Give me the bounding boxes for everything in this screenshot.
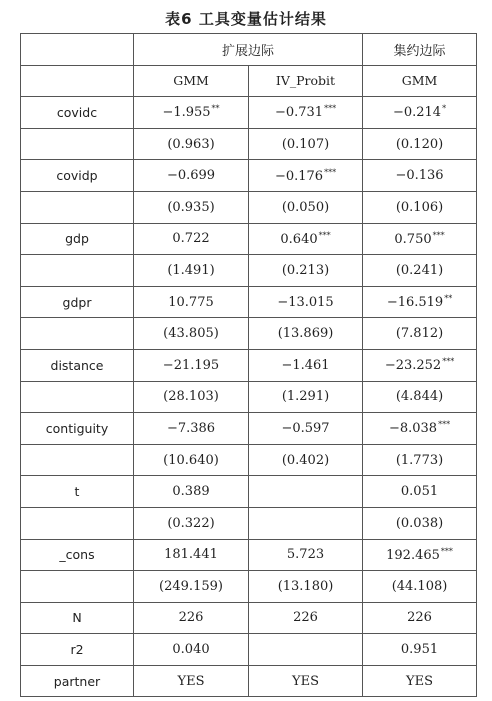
table-cell <box>249 665 363 697</box>
table-cell <box>134 286 249 318</box>
group-header-row <box>21 34 477 66</box>
table-cell <box>249 444 363 476</box>
row-label <box>21 191 134 223</box>
table-cell <box>249 128 363 160</box>
row-label: r2 <box>21 634 134 666</box>
table-cell <box>134 571 249 603</box>
cell-value: −1.955 <box>162 105 211 121</box>
cell-value: 0.951 <box>400 642 439 658</box>
cell-value: YES <box>292 673 319 689</box>
table-cell <box>134 476 249 508</box>
cell-value: (249.159) <box>159 578 223 594</box>
column-header-gmm-extensive: GMM <box>134 65 249 97</box>
table-row <box>21 191 477 223</box>
significance-stars: * <box>442 104 447 114</box>
table-cell <box>249 602 363 634</box>
row-label: t <box>21 476 134 508</box>
column-header-row <box>21 65 477 97</box>
significance-stars: *** <box>432 230 445 240</box>
cell-value: 5.723 <box>286 547 325 563</box>
table-row <box>21 476 477 508</box>
row-label: gdpr <box>21 286 134 318</box>
group-header-intensive-margin: 集约边际 <box>363 34 477 66</box>
table-cell <box>249 191 363 223</box>
table-cell <box>249 160 363 192</box>
significance-stars: *** <box>440 546 453 556</box>
table-cell <box>363 318 477 350</box>
significance-stars: *** <box>438 420 451 430</box>
cell-value: 0.722 <box>172 231 210 247</box>
table-cell <box>363 507 477 539</box>
cell-value: −1.461 <box>281 357 330 373</box>
estimation-table <box>20 33 477 697</box>
row-label: covidp <box>21 160 134 192</box>
significance-stars: *** <box>442 357 455 367</box>
table-cell <box>363 160 477 192</box>
cell-value: (4.844) <box>395 389 444 405</box>
cell-value: 226 <box>407 610 432 626</box>
table-cell <box>134 634 249 666</box>
row-label: partner <box>21 665 134 697</box>
table-cell <box>363 602 477 634</box>
cell-value: (1.773) <box>395 452 444 468</box>
significance-stars: ** <box>211 104 220 114</box>
cell-value: (1.491) <box>167 262 215 278</box>
cell-value: (0.935) <box>167 199 215 215</box>
table-cell <box>134 349 249 381</box>
table-cell <box>249 97 363 129</box>
table-cell <box>134 191 249 223</box>
table-row <box>21 444 477 476</box>
table-row <box>21 160 477 192</box>
table-cell <box>134 255 249 287</box>
table-cell <box>134 507 249 539</box>
table-cell <box>363 128 477 160</box>
row-label <box>21 318 134 350</box>
row-label <box>21 444 134 476</box>
table-cell <box>249 571 363 603</box>
cell-value: −16.519 <box>386 295 444 311</box>
significance-stars: *** <box>324 104 337 114</box>
table-cell <box>249 539 363 571</box>
row-label <box>21 381 134 413</box>
cell-value: (0.322) <box>167 515 215 531</box>
table-cell <box>134 381 249 413</box>
cell-value: (7.812) <box>395 326 444 342</box>
table-cell <box>363 97 477 129</box>
cell-value: (44.108) <box>391 578 448 594</box>
cell-value: YES <box>406 673 433 689</box>
cell-value: (0.402) <box>281 452 330 468</box>
row-label: N <box>21 602 134 634</box>
cell-value: (13.180) <box>277 578 334 594</box>
table-cell <box>363 539 477 571</box>
table-row <box>21 223 477 255</box>
cell-value: (13.869) <box>277 326 334 342</box>
table-cell <box>363 223 477 255</box>
table-cell <box>134 97 249 129</box>
cell-value: −0.214 <box>392 105 442 121</box>
cell-value: −8.038 <box>388 421 438 437</box>
significance-stars: *** <box>324 167 337 177</box>
cell-value: 0.640 <box>280 231 318 247</box>
table-cell <box>134 413 249 445</box>
table-row <box>21 507 477 539</box>
table-cell <box>363 286 477 318</box>
table-row <box>21 286 477 318</box>
table-cell <box>249 381 363 413</box>
table-cell <box>249 634 363 666</box>
table-row <box>21 571 477 603</box>
cell-value: 181.441 <box>164 547 218 563</box>
table-cell <box>249 255 363 287</box>
table-cell <box>363 381 477 413</box>
table-cell <box>134 444 249 476</box>
cell-value: 0.750 <box>394 231 432 247</box>
cell-value: −23.252 <box>384 358 442 374</box>
cell-value: −0.136 <box>395 168 444 184</box>
cell-value: −0.176 <box>274 168 324 184</box>
cell-value: −7.386 <box>166 420 216 436</box>
cell-value: 10.775 <box>168 294 214 310</box>
row-label: covidc <box>21 97 134 129</box>
cell-value: −0.597 <box>281 420 330 436</box>
table-cell <box>249 476 363 508</box>
cell-value: 226 <box>293 610 318 626</box>
table-row <box>21 539 477 571</box>
column-header-iv-probit: IV_Probit <box>249 65 363 97</box>
table-row <box>21 97 477 129</box>
table-cell <box>363 255 477 287</box>
cell-value: −13.015 <box>277 294 334 310</box>
table-row <box>21 602 477 634</box>
table-cell <box>363 665 477 697</box>
table-cell <box>363 571 477 603</box>
cell-value: (0.120) <box>395 136 444 152</box>
table-cell <box>363 191 477 223</box>
cell-value: (0.106) <box>395 199 444 215</box>
table-cell <box>249 349 363 381</box>
table-row <box>21 128 477 160</box>
table-cell <box>134 602 249 634</box>
row-label: distance <box>21 349 134 381</box>
table-cell <box>363 476 477 508</box>
row-label <box>21 571 134 603</box>
table-row <box>21 634 477 666</box>
significance-stars: ** <box>444 294 453 304</box>
table-row <box>21 255 477 287</box>
table-cell <box>249 223 363 255</box>
cell-value: (0.107) <box>281 136 330 152</box>
cell-value: 0.389 <box>172 484 210 500</box>
row-label: _cons <box>21 539 134 571</box>
cell-value: 192.465 <box>386 547 440 563</box>
table-cell <box>249 507 363 539</box>
cell-value: 0.051 <box>400 484 439 500</box>
cell-value: −0.731 <box>274 105 324 121</box>
table-cell <box>363 413 477 445</box>
significance-stars: *** <box>318 230 331 240</box>
cell-value: (1.291) <box>281 389 330 405</box>
table-cell <box>249 286 363 318</box>
cell-value: (0.050) <box>281 199 330 215</box>
row-label <box>21 255 134 287</box>
table-row <box>21 381 477 413</box>
table-cell <box>134 318 249 350</box>
table-row <box>21 318 477 350</box>
table-cell <box>134 160 249 192</box>
row-label: contiguity <box>21 413 134 445</box>
cell-value: (0.241) <box>395 262 444 278</box>
table-cell <box>134 665 249 697</box>
cell-value: 226 <box>178 610 204 626</box>
cell-value: (0.213) <box>281 262 330 278</box>
cell-value: (10.640) <box>163 452 219 468</box>
cell-value: 0.040 <box>172 642 210 658</box>
table-title: 表6 工具变量估计结果 <box>165 10 327 28</box>
table-cell <box>363 444 477 476</box>
group-header-extensive-margin: 扩展边际 <box>134 34 363 66</box>
cell-value: YES <box>177 673 205 689</box>
column-header-gmm-intensive: GMM <box>363 65 477 97</box>
cell-value: (0.963) <box>167 136 215 152</box>
cell-value: (28.103) <box>163 389 219 405</box>
cell-value: (43.805) <box>163 326 219 342</box>
table-cell <box>134 223 249 255</box>
row-label <box>21 128 134 160</box>
table-cell <box>363 634 477 666</box>
table-row <box>21 665 477 697</box>
corner-cell <box>21 65 134 97</box>
table-cell <box>363 349 477 381</box>
table-row <box>21 413 477 445</box>
cell-value: (0.038) <box>395 515 444 531</box>
row-label <box>21 507 134 539</box>
row-label: gdp <box>21 223 134 255</box>
table-cell <box>134 539 249 571</box>
corner-cell <box>21 34 134 66</box>
table-cell <box>134 128 249 160</box>
table-cell <box>249 413 363 445</box>
cell-value: −21.195 <box>162 357 220 373</box>
table-cell <box>249 318 363 350</box>
cell-value: −0.699 <box>166 168 216 184</box>
table-row <box>21 349 477 381</box>
